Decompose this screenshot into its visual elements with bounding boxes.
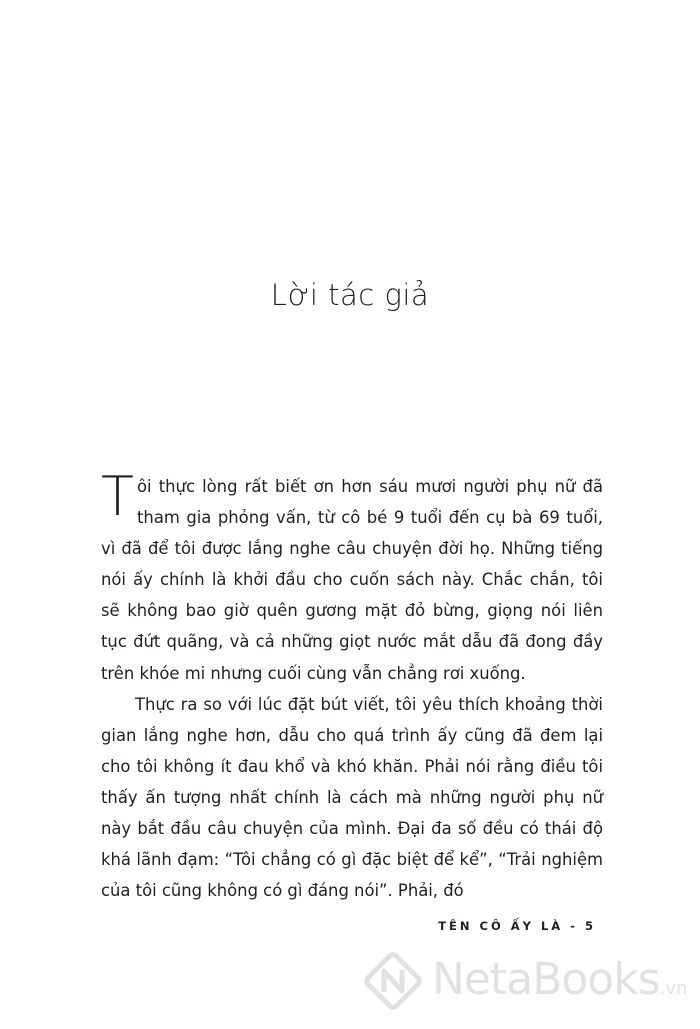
watermark: [362, 950, 692, 1010]
running-footer: TÊN CÔ ẤY LÀ - 5: [438, 919, 596, 933]
drop-cap: T: [101, 465, 134, 528]
paragraph-1: [101, 465, 603, 689]
paragraph-1-text: ôi thực lòng rất biết ơn hơn sáu mươi người phụ nữ đã tham gia phỏng vấn, từ cô bé 9 tuổi đến cụ bà 69 tuổi, vì đã để tôi được lắng nghe câu chuyện đời họ. Những tiếng nói ấy chính là khởi đầu cho cuốn sách này. Chắc chắn, tôi sẽ không bao giờ quên gương mặt đỏ bừng, giọng nói liên tục đứt quãng, và cả những giọt nước mắt dẫu đã đong đầy trên khóe mi nhưng cuối cùng vẫn chẳng rơi xuống.: [101, 477, 603, 683]
watermark-name: NetaBooks: [432, 954, 660, 1005]
paragraph-2: Thực ra so với lúc đặt bút viết, tôi yêu thích khoảng thời gian lắng nghe hơn, dẫu cho quá trình ấy cũng đã đem lại cho tôi không ít đau khổ và khó khăn. Phải nói rằng điều tôi thấy ấn tượng nhất chính là cách mà những người phụ nữ này bắt đầu câu chuyện của mình. Đại đa số đều có thái độ khá lãnh đạm: “Tôi chẳng có gì đặc biệt để kể”, “Trải nghiệm của tôi cũng không có gì đáng nói”. Phải, đó: [101, 694, 603, 901]
watermark-text: [432, 954, 687, 1015]
netabooks-logo-icon: [362, 950, 424, 1012]
watermark-tld: .vn: [659, 978, 688, 999]
chapter-title: Lời tác giả: [270, 278, 430, 312]
body-text: [101, 465, 603, 906]
